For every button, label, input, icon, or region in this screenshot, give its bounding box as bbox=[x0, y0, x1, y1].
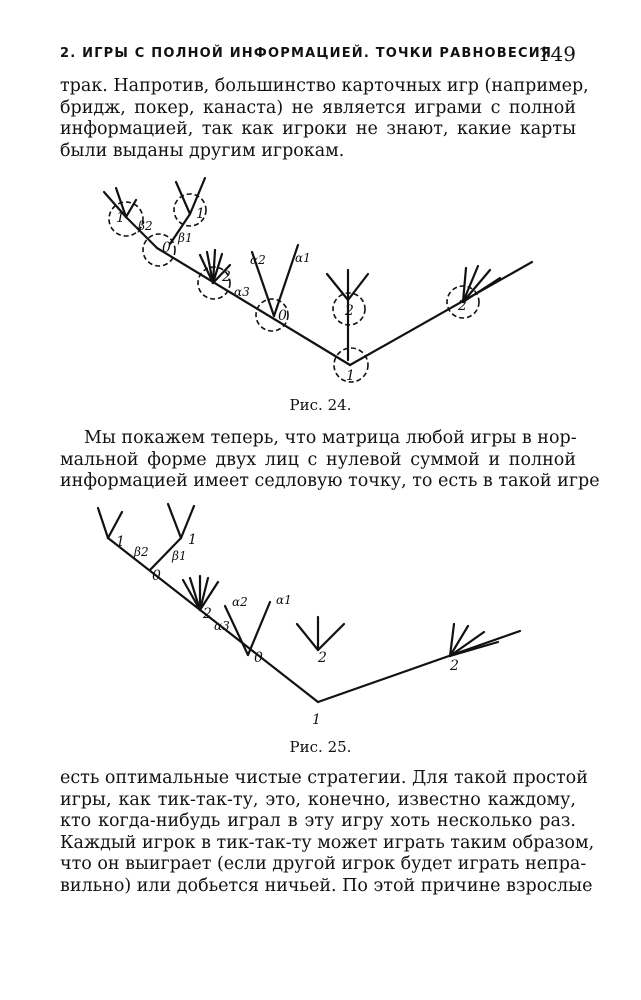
branch-label: α3 bbox=[234, 285, 250, 299]
paragraph-3 bbox=[60, 768, 595, 897]
branch-label: β1 bbox=[172, 549, 187, 563]
text-line: бридж, покер, канаста) не является играми с полной bbox=[60, 97, 576, 118]
text-line: трак. Напротив, большинство карточных игр (например, bbox=[60, 76, 589, 96]
branch-label: α1 bbox=[276, 593, 292, 607]
text-line: Мы покажем теперь, что матрица любой игры в нор- bbox=[84, 428, 577, 448]
node-label: 2 bbox=[222, 269, 231, 285]
running-head: 2. ИГРЫ С ПОЛНОЙ ИНФОРМАЦИЕЙ. ТОЧКИ РАВНОВЕСИЯ bbox=[60, 46, 553, 61]
node-label: 2 bbox=[318, 650, 327, 666]
branch-label: α1 bbox=[295, 251, 311, 265]
text-line: информацией имеет седловую точку, то есть в такой игре bbox=[60, 471, 600, 491]
figure-25-game-tree bbox=[0, 500, 641, 730]
text-line: игры, как тик-так-ту, это, конечно, известно каждому, bbox=[60, 789, 576, 810]
node-label: 1 bbox=[196, 206, 205, 222]
text-line: что он выиграет (если другой игрок будет играть непра- bbox=[60, 854, 587, 874]
node-label: 2 bbox=[450, 658, 459, 674]
page-header bbox=[60, 42, 576, 66]
node-label: 2 bbox=[458, 298, 467, 314]
text-line: мальной форме двух лиц с нулевой суммой и полной bbox=[60, 449, 576, 470]
node-label: 1 bbox=[116, 210, 125, 226]
paragraph-2 bbox=[60, 428, 600, 493]
figure-24-caption: Рис. 24. bbox=[289, 396, 352, 414]
node-label: 2 bbox=[203, 606, 212, 622]
node-label: 0 bbox=[278, 308, 287, 324]
paragraph-1 bbox=[60, 76, 589, 162]
branch-label: α2 bbox=[250, 253, 266, 267]
text-line: информацией, так как игроки не знают, какие карты bbox=[60, 119, 576, 139]
node-label: 1 bbox=[116, 534, 125, 550]
page-number: 149 bbox=[537, 42, 576, 66]
text-line: были выданы другим игрокам. bbox=[60, 140, 345, 161]
node-label: 0 bbox=[162, 240, 171, 256]
node-label: 0 bbox=[254, 650, 263, 666]
node-label: 2 bbox=[345, 303, 354, 319]
branch-label: β1 bbox=[178, 231, 193, 245]
figure-24-game-tree bbox=[0, 170, 641, 390]
node-label: 0 bbox=[152, 568, 161, 584]
branch-label: β2 bbox=[134, 545, 149, 559]
figure-25-caption: Рис. 25. bbox=[289, 738, 352, 756]
text-line: Каждый игрок в тик-так-ту может играть таким образом, bbox=[60, 832, 595, 853]
node-label: 1 bbox=[346, 368, 355, 384]
node-label: 1 bbox=[188, 532, 197, 548]
text-line: вильно) или добьется ничьей. По этой причине взрослые bbox=[60, 875, 593, 896]
text-line: кто когда-нибудь играл в эту игру хоть несколько раз. bbox=[60, 811, 576, 831]
node-label: 1 bbox=[312, 712, 321, 728]
branch-label: α2 bbox=[232, 595, 248, 609]
text-line: есть оптимальные чистые стратегии. Для такой простой bbox=[60, 768, 588, 788]
branch-label: α3 bbox=[214, 619, 230, 633]
branch-label: β2 bbox=[138, 219, 153, 233]
